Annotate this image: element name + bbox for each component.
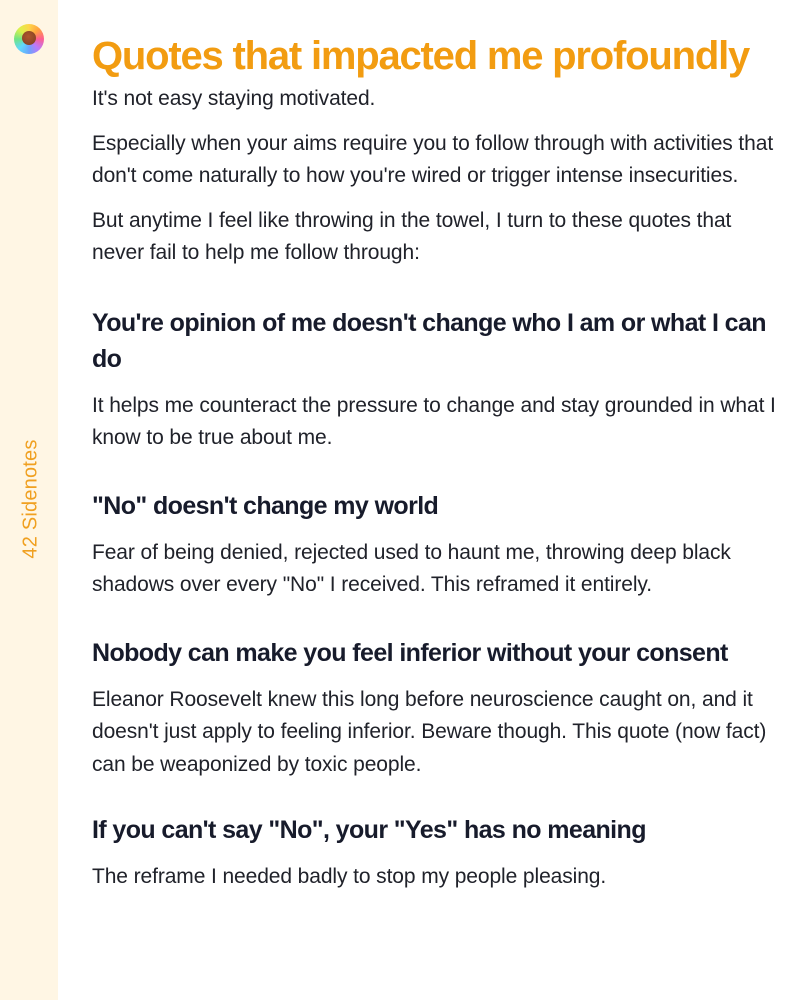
sunflower-logo-icon[interactable] [14, 24, 44, 54]
quote-heading: You're opinion of me doesn't change who I am or what I can do [92, 308, 766, 373]
quote-heading: Nobody can make you feel inferior without your consent [92, 638, 728, 667]
quote-heading: If you can't say "No", your "Yes" has no meaning [92, 816, 646, 844]
quote-section [92, 305, 782, 455]
sidebar [0, 0, 58, 1000]
quote-body: Eleanor Roosevelt knew this long before neuroscience caught on, and it doesn't just apply to feeling inferior. Beware though. This quote (now fact) can be weaponized by toxic people. [92, 687, 767, 776]
page-title: Quotes that impacted me profoundly [92, 34, 750, 78]
sidenotes-count-link[interactable]: 42 Sidenotes [19, 439, 42, 559]
quote-body: It helps me counteract the pressure to change and stay grounded in what I know to be true about me. [92, 393, 776, 449]
intro-paragraph: It's not easy staying motivated. [92, 87, 376, 110]
quote-section [92, 812, 782, 894]
quote-body: Fear of being denied, rejected used to haunt me, throwing deep black shadows over every "No" I received. This reframed it entirely. [92, 540, 731, 596]
quote-section [92, 635, 782, 782]
quote-body: The reframe I needed badly to stop my people pleasing. [92, 865, 607, 888]
quote-heading: "No" doesn't change my world [92, 491, 439, 520]
quote-section [92, 488, 782, 602]
intro-paragraph: Especially when your aims require you to follow through with activities that don't come naturally to how you're wired or trigger intense insecurities. [92, 131, 774, 187]
article [92, 30, 782, 894]
intro-paragraph: But anytime I feel like throwing in the towel, I turn to these quotes that never fail to help me follow through: [92, 208, 732, 264]
